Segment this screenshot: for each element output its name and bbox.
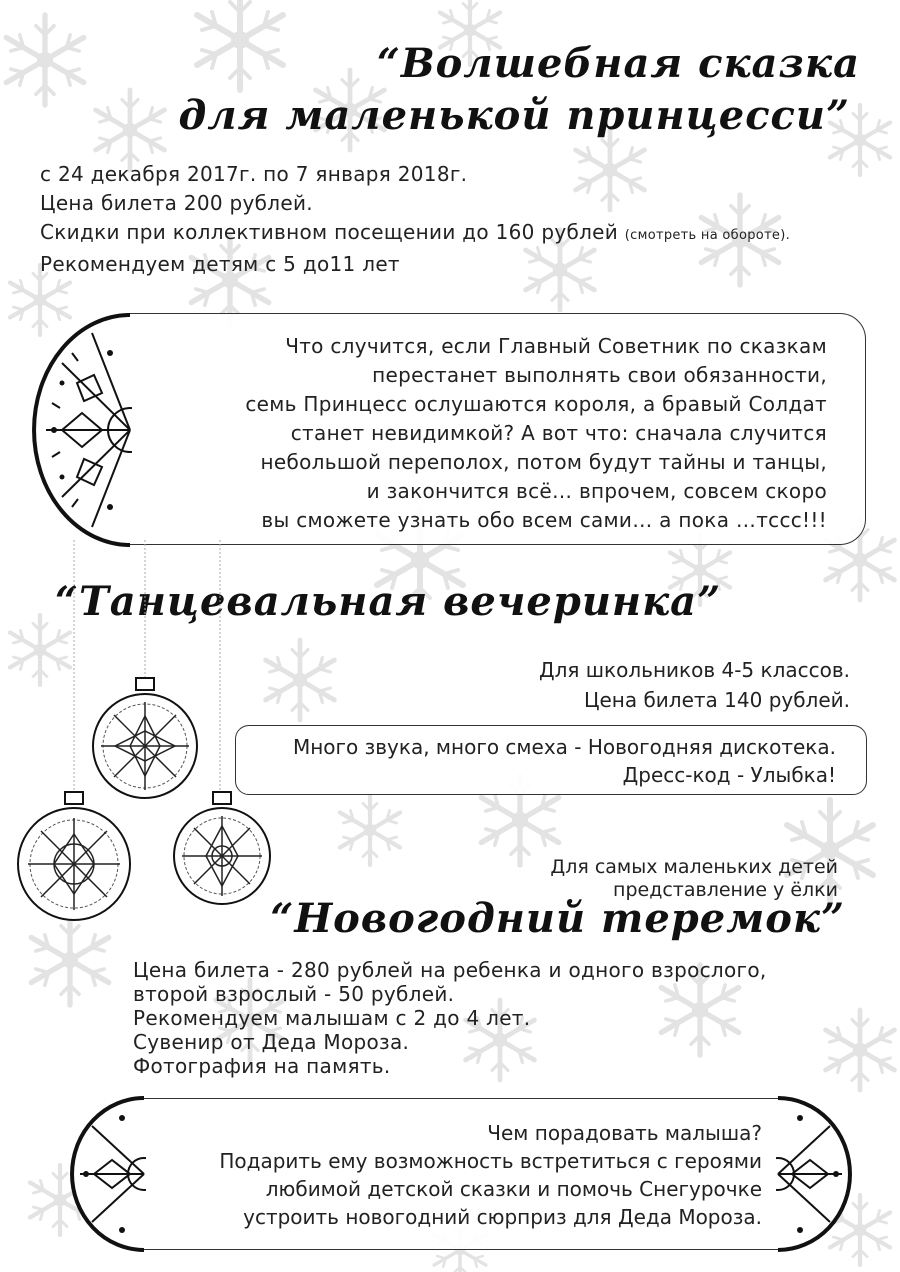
half-snowflake-medallion-icon bbox=[32, 313, 132, 547]
info-line: Рекомендуем малышам с 2 до 4 лет. bbox=[133, 1006, 531, 1030]
teremok-info bbox=[133, 958, 767, 1078]
fairytale-description-box bbox=[128, 313, 866, 545]
intro-line: Для самых маленьких детей bbox=[550, 856, 838, 878]
dance-description bbox=[293, 733, 836, 789]
description-line: вы сможете узнать обо всем сами… а пока …тссс!!! bbox=[261, 508, 827, 532]
fairytale-discount-note: (смотреть на обороте). bbox=[624, 228, 791, 243]
info-line: Цена билета - 280 рублей на ребенка и одного взрослого, bbox=[133, 958, 767, 982]
fairytale-description bbox=[245, 332, 827, 535]
teremok-description-box bbox=[143, 1098, 778, 1250]
dance-info bbox=[539, 655, 850, 715]
dance-audience: Для школьников 4-5 классов. bbox=[538, 658, 850, 682]
intro-line: представление у ёлки bbox=[613, 879, 838, 901]
teremok-title: “Новогодний теремок” bbox=[270, 895, 845, 942]
description-line: перестанет выполнять свои обязанности, bbox=[372, 363, 827, 387]
christmas-ball-icon bbox=[170, 790, 274, 908]
fairytale-discount-text: Скидки при коллективном посещении до 160 рублей bbox=[40, 220, 619, 244]
dance-price: Цена билета 140 рублей. bbox=[583, 688, 850, 712]
fairytale-dates: с 24 декабря 2017г. по 7 января 2018г. bbox=[40, 162, 468, 186]
description-line: любимой детской сказки и помочь Снегурочке bbox=[265, 1177, 762, 1201]
description-line: устроить новогодний сюрприз для Деда Мороза. bbox=[243, 1205, 762, 1229]
description-line: Что случится, если Главный Советник по сказкам bbox=[285, 334, 827, 358]
fairytale-title-line2: для маленькой принцесси” bbox=[178, 92, 850, 139]
info-line: Фотография на память. bbox=[133, 1054, 391, 1078]
info-line: второй взрослый - 50 рублей. bbox=[133, 982, 455, 1006]
dance-description-box bbox=[235, 725, 867, 795]
description-line: и закончится всё… впрочем, совсем скоро bbox=[366, 479, 827, 503]
fairytale-info bbox=[40, 160, 790, 279]
description-line: Дресс-код - Улыбка! bbox=[622, 763, 836, 787]
fairytale-price-text: Цена билета 200 рублей. bbox=[40, 191, 313, 215]
fairytale-age: Рекомендуем детям с 5 до11 лет bbox=[40, 252, 400, 276]
fairytale-title-line1: “Волшебная сказка bbox=[376, 40, 860, 87]
christmas-ball-icon bbox=[14, 790, 134, 924]
dance-party-title: “Танцевальная вечеринка” bbox=[55, 578, 722, 625]
info-line: Сувенир от Деда Мороза. bbox=[133, 1030, 410, 1054]
fairytale-price bbox=[40, 189, 790, 218]
half-snowflake-medallion-icon bbox=[776, 1096, 852, 1252]
half-snowflake-medallion-icon bbox=[70, 1096, 146, 1252]
christmas-ball-icon bbox=[88, 676, 202, 804]
description-line: небольшой переполох, потом будут тайны и танцы, bbox=[260, 450, 827, 474]
description-line: Много звука, много смеха - Новогодняя дискотека. bbox=[292, 735, 836, 759]
description-line: Чем порадовать малыша? bbox=[487, 1121, 762, 1145]
fairytale-discount bbox=[40, 218, 790, 250]
description-line: станет невидимкой? А вот что: сначала случится bbox=[290, 421, 827, 445]
description-line: Подарить ему возможность встретиться с героями bbox=[219, 1149, 762, 1173]
description-line: семь Принцесс ослушаются короля, а бравый Солдат bbox=[245, 392, 827, 416]
teremok-description bbox=[219, 1119, 762, 1231]
